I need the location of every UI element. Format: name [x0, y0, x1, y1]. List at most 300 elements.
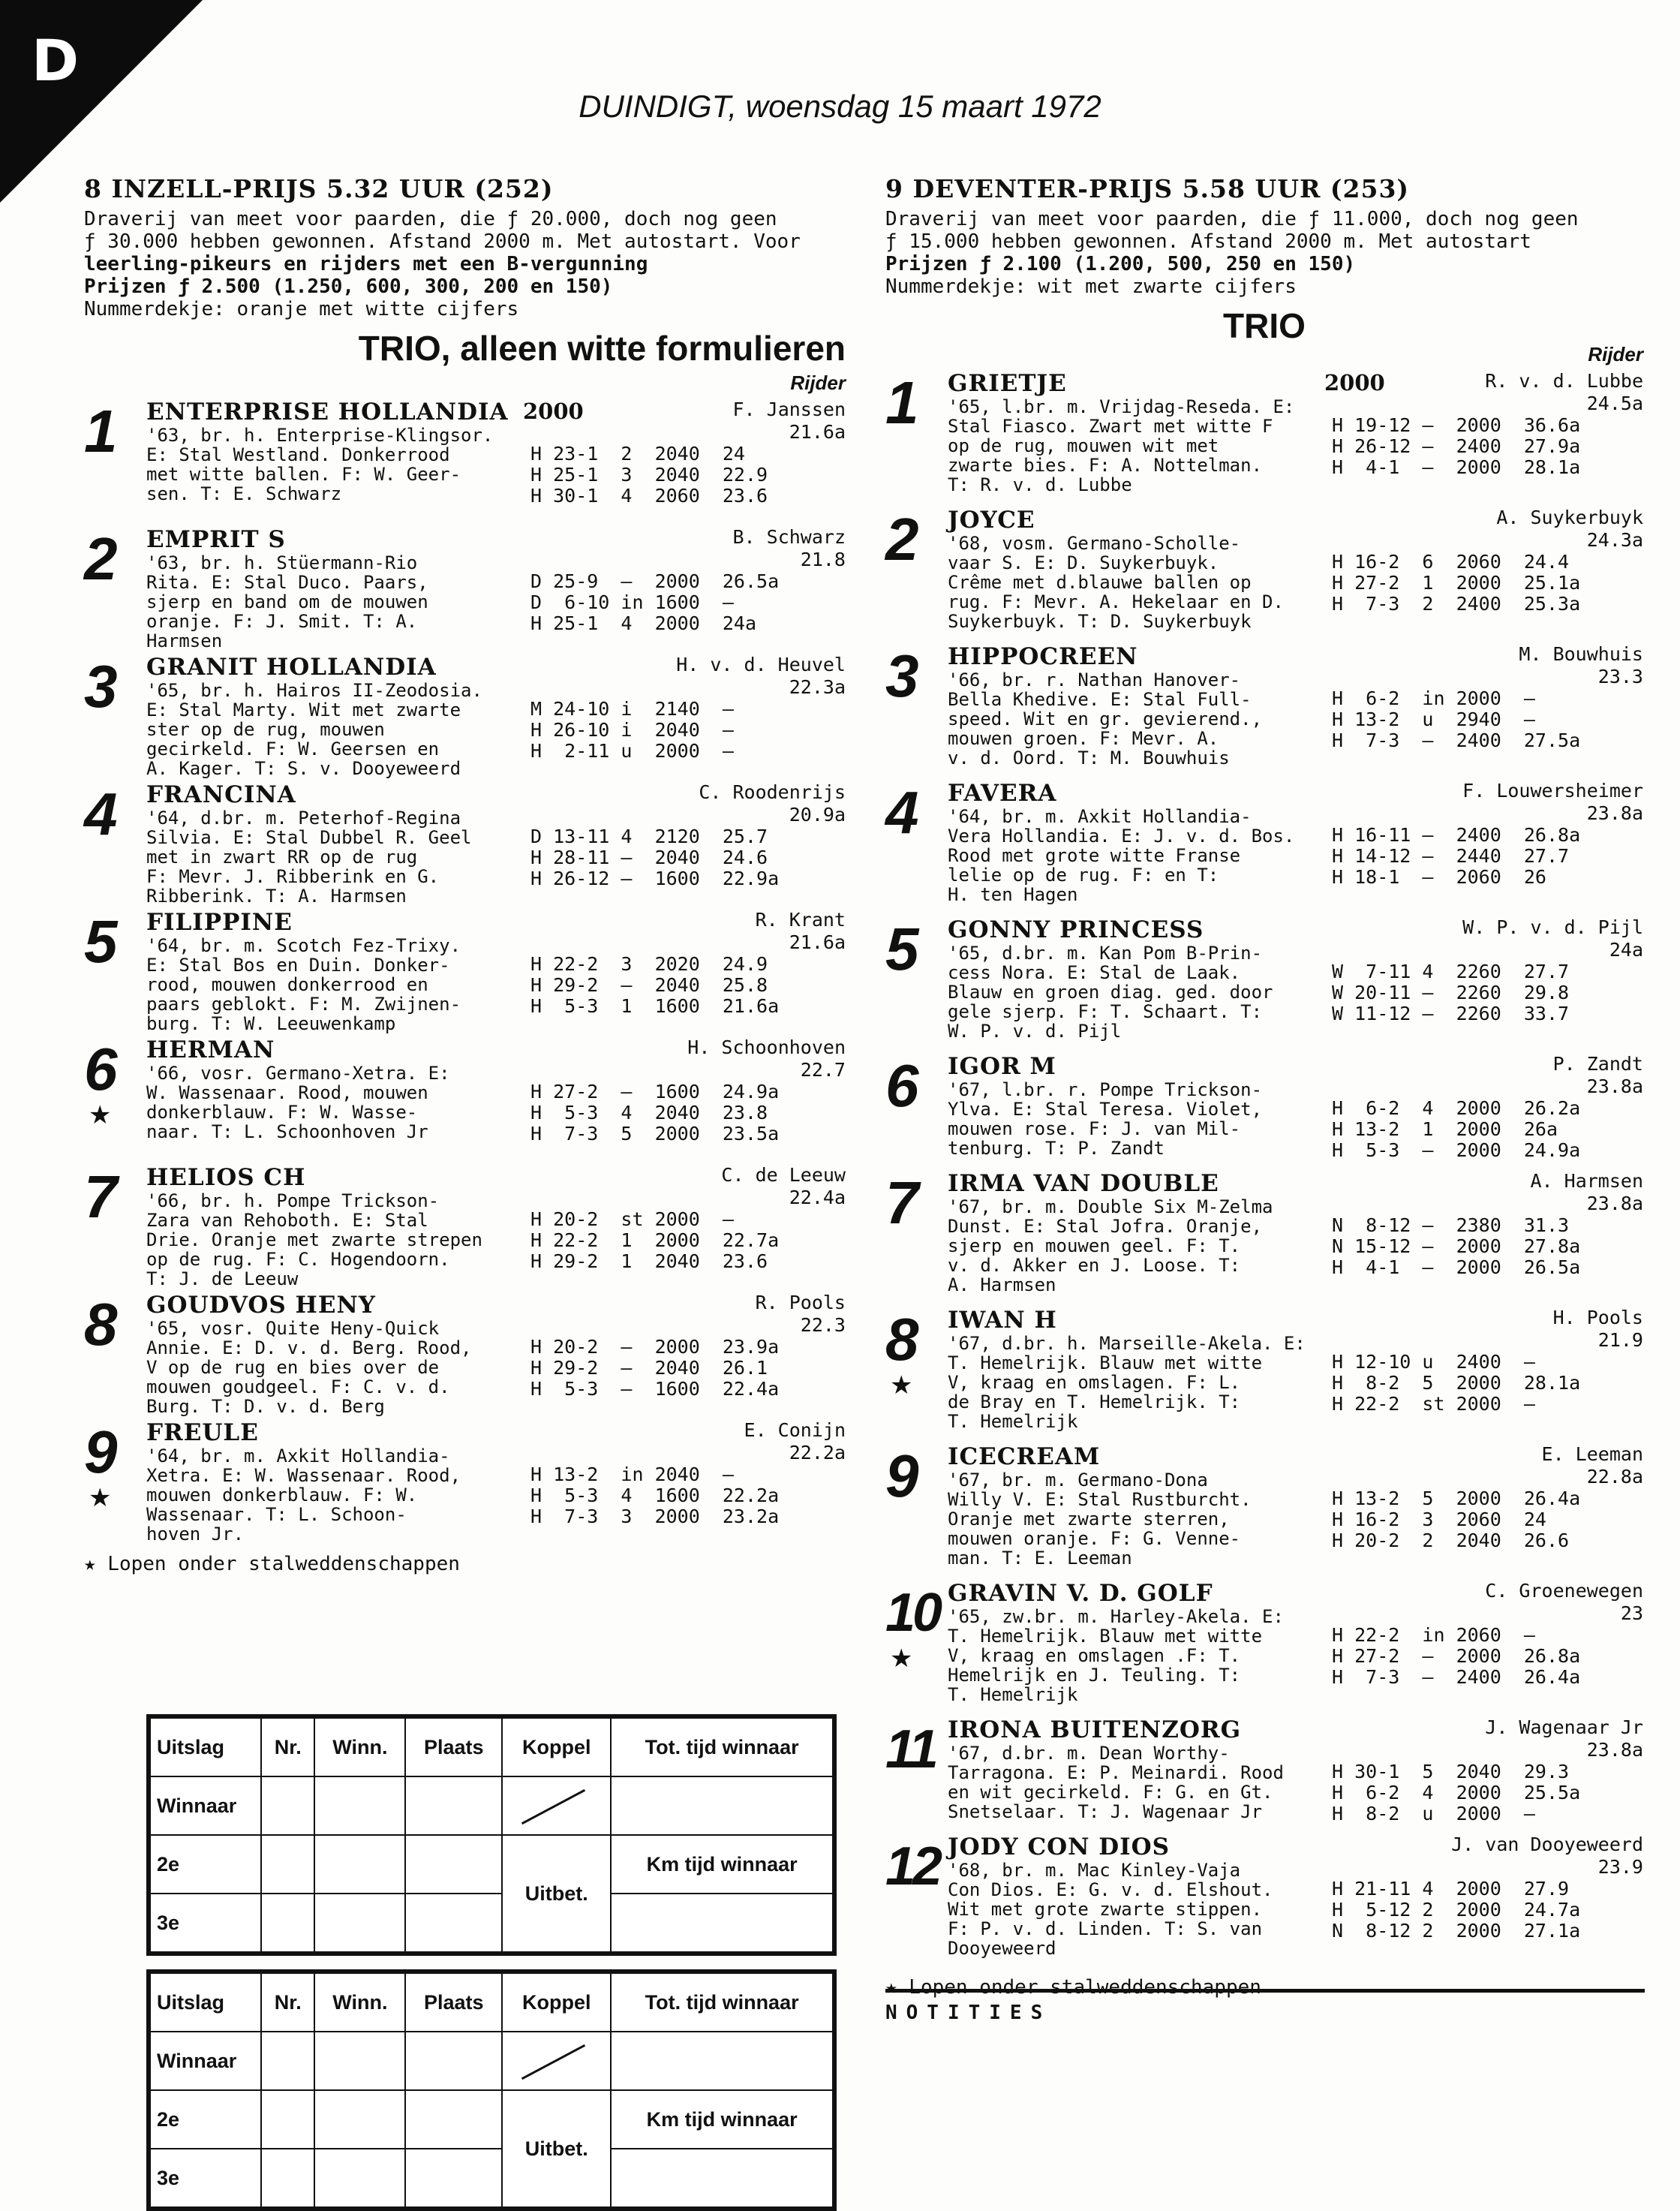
race-desc-line: Draverij van meet voor paarden, die ƒ 20.000, doch nog geen: [84, 208, 777, 230]
cell-input[interactable]: [405, 1835, 502, 1894]
horse-name: FREULE: [146, 1419, 259, 1446]
row-2e-label: 2e: [149, 2090, 261, 2149]
pedigree-line: gecirkeld. F: W. Geersen en: [146, 739, 440, 760]
pedigree: [948, 1607, 1345, 1704]
trio-result-table-1: [146, 1714, 837, 1956]
page-header: DUINDIGT, woensdag 15 maart 1972: [579, 89, 1101, 124]
pedigree-line: Wassenaar. T: L. Schoon-: [146, 1504, 407, 1525]
pedigree-line: Dunst. E: Stal Jofra. Oranje,: [948, 1216, 1263, 1237]
entry-head: [146, 781, 846, 808]
record-time: 24.5a: [1586, 393, 1643, 414]
pedigree-line: '67, br. m. Double Six M-Zelma: [948, 1196, 1273, 1217]
pedigree-line: F: Mevr. J. Ribberink en G.: [146, 866, 440, 887]
pedigree-line: naar. T: L. Schoonhoven Jr: [146, 1121, 428, 1142]
recent-runs: [1332, 688, 1580, 751]
cell-input[interactable]: [314, 1776, 405, 1835]
run-line: H 13-2 5 2000 26.4a: [1332, 1488, 1581, 1509]
cell-input[interactable]: [405, 2090, 502, 2149]
pedigree-line: ster op de rug, mouwen: [146, 719, 385, 740]
pedigree-line: Stal Fiasco. Zwart met witte F: [948, 416, 1273, 437]
record-time: 23: [1620, 1602, 1643, 1624]
entry-body: [948, 1833, 1643, 1958]
entry-details: [948, 802, 1643, 905]
run-line: H 2-11 u 2000 —: [530, 740, 734, 762]
horse-entry: [885, 1053, 1643, 1166]
entry-details: [146, 1442, 846, 1545]
uitbet-label: Uitbet.: [502, 2090, 611, 2209]
pedigree-line: Silvia. E: Stal Dubbel R. Geel: [146, 827, 472, 848]
run-line: H 30-1 5 2040 29.3: [1332, 1761, 1570, 1782]
cell-input[interactable]: [261, 2149, 314, 2209]
pedigree-line: speed. Wit en gr. gevierend.,: [948, 708, 1263, 729]
recent-runs: [530, 1209, 779, 1272]
record-time: 21.9: [1597, 1329, 1643, 1351]
pedigree-line: '63, br. h. Enterprise-Klingsor.: [146, 425, 494, 446]
pedigree: [146, 1446, 544, 1544]
run-line: H 26-12 — 1600 22.9a: [530, 868, 780, 889]
entry-head: [948, 643, 1643, 670]
pedigree-line: Crême met d.blauwe ballen op: [948, 572, 1252, 593]
cell-input[interactable]: [405, 2032, 502, 2090]
cell-input[interactable]: [314, 2149, 405, 2209]
pedigree-line: Wit met grote zwarte stippen.: [948, 1899, 1263, 1920]
horse-entry: [885, 507, 1643, 639]
run-line: H 18-1 — 2060 26: [1332, 866, 1546, 888]
entry-details: [948, 1075, 1643, 1161]
pedigree-line: man. T: E. Leeman: [948, 1548, 1132, 1569]
record-time: 22.8a: [1586, 1466, 1643, 1488]
entry-head: [146, 1292, 846, 1319]
driver-name: F. Louwersheimer: [1462, 780, 1643, 802]
header-plaats: Plaats: [405, 1716, 502, 1776]
horse-name: JODY CON DIOS: [948, 1833, 1171, 1861]
entry-head: [948, 370, 1643, 397]
entry-body: [146, 654, 846, 778]
pedigree-line: Burg. T: D. v. d. Berg: [146, 1396, 385, 1417]
pedigree-line: Oranje met zwarte sterren,: [948, 1509, 1230, 1530]
cell-input[interactable]: [611, 2032, 834, 2090]
pedigree-line: Zara van Rehoboth. E: Stal: [146, 1210, 428, 1231]
cell-input[interactable]: [611, 1894, 834, 1954]
recent-runs: [1332, 1879, 1580, 1942]
recent-runs: [530, 444, 768, 507]
cell-input[interactable]: [611, 2149, 834, 2209]
pedigree-line: Ylva. E: Stal Teresa. Violet,: [948, 1099, 1263, 1120]
pedigree-line: Snetselaar. T: J. Wagenaar Jr: [948, 1801, 1263, 1822]
entry-head: [948, 1443, 1643, 1470]
pedigree-line: '67, d.br. h. Marseille-Akela. E:: [948, 1333, 1306, 1354]
entry-details: [948, 1602, 1643, 1705]
pedigree-line: hoven Jr.: [146, 1524, 245, 1545]
race-title: 9 DEVENTER-PRIJS 5.58 UUR (253): [885, 174, 1410, 203]
pedigree-line: rug. F: Mevr. A. Hekelaar en D.: [948, 591, 1284, 612]
run-line: H 7-3 — 2400 26.4a: [1332, 1666, 1581, 1688]
entry-details: [146, 804, 846, 907]
rijder-label: Rijder: [790, 372, 846, 394]
star-icon: ★: [890, 1370, 913, 1400]
driver-name: F. Janssen: [732, 399, 846, 420]
pedigree-line: H. ten Hagen: [948, 884, 1078, 905]
horse-entry: [885, 1833, 1643, 1966]
pedigree-line: '67, d.br. m. Dean Worthy-: [948, 1743, 1230, 1764]
record-time: 23.8a: [1586, 1193, 1643, 1214]
race-desc-line: leerling-pikeurs en rijders met een B-vergunning: [84, 253, 648, 275]
pedigree-line: E: Stal Marty. Wit met zwarte: [146, 699, 461, 720]
entry-head: [146, 1164, 846, 1191]
entry-head: [948, 507, 1643, 534]
pedigree-line: v. d. Akker en J. Loose. T:: [948, 1255, 1241, 1276]
pedigree-line: T: R. v. d. Lubbe: [948, 474, 1132, 495]
race-description: [885, 208, 1643, 298]
run-line: H 8-2 u 2000 —: [1332, 1803, 1535, 1824]
driver-name: J. van Dooyeweerd: [1451, 1833, 1643, 1855]
run-line: H 16-2 6 2060 24.4: [1332, 551, 1570, 573]
record-time: 24a: [1609, 939, 1643, 961]
entry-body: [948, 780, 1643, 904]
entry-details: [948, 666, 1643, 769]
pedigree-line: Ribberink. T: A. Harmsen: [146, 886, 407, 907]
run-line: H 21-11 4 2000 27.9: [1332, 1878, 1570, 1900]
trio-heading: TRIO, alleen witte formulieren: [358, 329, 846, 368]
run-line: H 5-3 4 2040 23.8: [530, 1102, 768, 1124]
horse-entry: [84, 654, 846, 777]
rijder-label: Rijder: [1588, 343, 1643, 365]
entry-body: [146, 1164, 846, 1289]
pedigree-line: Drie. Oranje met zwarte strepen: [146, 1229, 482, 1250]
entry-details: [948, 1193, 1643, 1295]
race-9-column: [885, 174, 1643, 1999]
pedigree-line: '65, l.br. m. Vrijdag-Reseda. E:: [948, 396, 1295, 417]
entry-body: [948, 1170, 1643, 1295]
pedigree-line: sen. T: E. Schwarz: [146, 483, 342, 504]
pedigree-line: rood, mouwen donkerrood en: [146, 974, 428, 995]
pedigree-line: '68, vosm. Germano-Scholle-: [948, 533, 1241, 554]
pedigree-line: W. Wassenaar. Rood, mouwen: [146, 1082, 428, 1103]
entry-details: [948, 1466, 1643, 1569]
trio-heading: TRIO: [1223, 306, 1306, 345]
header-nr: Nr.: [261, 1972, 314, 2032]
pedigree-line: mouwen rose. F: J. van Mil-: [948, 1118, 1241, 1139]
run-line: H 20-2 2 2040 26.6: [1332, 1530, 1570, 1551]
entry-body: [948, 1580, 1643, 1704]
entry-body: [948, 507, 1643, 631]
pedigree-line: Rita. E: Stal Duco. Paars,: [146, 572, 428, 593]
recent-runs: [1332, 1098, 1580, 1161]
run-line: H 28-11 — 2040 24.6: [530, 847, 768, 868]
run-line: H 7-3 5 2000 23.5a: [530, 1123, 780, 1145]
run-line: H 5-3 1 1600 21.6a: [530, 995, 780, 1017]
recent-runs: [1332, 415, 1580, 478]
run-line: H 13-2 1 2000 26a: [1332, 1118, 1558, 1140]
pedigree-line: Willy V. E: Stal Rustburcht.: [948, 1489, 1252, 1510]
start-number: 7: [84, 1163, 118, 1230]
pedigree-line: paars geblokt. F: M. Zwijnen-: [146, 994, 461, 1015]
horse-name: EMPRIT S: [146, 526, 286, 553]
row-3e-label: 3e: [149, 1894, 261, 1954]
start-number: 6: [84, 1036, 118, 1102]
record-time: 23.8a: [1586, 1075, 1643, 1097]
entry-details: [948, 529, 1643, 632]
record-time: 22.7: [800, 1059, 846, 1081]
pedigree-line: A. Kager. T: S. v. Dooyeweerd: [146, 758, 461, 779]
driver-name: H. v. d. Heuvel: [676, 654, 846, 675]
record-time: 21.6a: [789, 931, 846, 953]
pedigree: [146, 1191, 544, 1289]
entry-details: [146, 1059, 846, 1145]
start-number: 3: [885, 642, 919, 709]
recent-runs: [1332, 1352, 1580, 1415]
recent-runs: [1332, 1625, 1580, 1688]
pedigree: [146, 1063, 544, 1142]
pedigree-line: '65, d.br. m. Kan Pom B-Prin-: [948, 943, 1263, 964]
race-desc-line: ƒ 15.000 hebben gewonnen. Afstand 2000 m. Met autostart: [885, 230, 1531, 253]
cell-input[interactable]: [261, 2090, 314, 2149]
horse-name: GRAVIN V. D. GOLF: [948, 1580, 1213, 1607]
run-line: H 7-3 — 2400 27.5a: [1332, 729, 1581, 751]
entry-body: [948, 1307, 1643, 1431]
pedigree-line: '68, br. m. Mac Kinley-Vaja: [948, 1860, 1241, 1881]
pedigree-line: op de rug. F: C. Hogendoorn.: [146, 1249, 450, 1270]
header-nr: Nr.: [261, 1716, 314, 1776]
horse-entry: [84, 399, 846, 522]
row-winnaar-label: Winnaar: [149, 1776, 261, 1835]
pedigree-line: '66, vosr. Germano-Xetra. E:: [146, 1063, 450, 1084]
pedigree-line: mouwen oranje. F: G. Venne-: [948, 1528, 1241, 1549]
pedigree-line: burg. T: W. Leeuwenkamp: [146, 1013, 396, 1034]
pedigree: [948, 1080, 1345, 1158]
entries-list: [885, 370, 1643, 1966]
horse-name: FILIPPINE: [146, 909, 293, 936]
pedigree-line: sjerp en mouwen geel. F: T.: [948, 1235, 1241, 1256]
pedigree-line: '67, l.br. r. Pompe Trickson-: [948, 1079, 1263, 1100]
pedigree-line: gele sjerp. F: T. Schaart. T:: [948, 1001, 1263, 1022]
horse-entry: [885, 643, 1643, 775]
race-desc-line: Nummerdekje: wit met zwarte cijfers: [885, 275, 1297, 298]
entry-head: [948, 1307, 1643, 1334]
recent-runs: [530, 826, 779, 889]
entry-body: [948, 643, 1643, 768]
cell-input[interactable]: [261, 1776, 314, 1835]
driver-name: W. P. v. d. Pijl: [1462, 916, 1643, 938]
entry-head: [948, 1716, 1643, 1743]
pedigree: [146, 426, 544, 504]
star-icon: ★: [890, 1644, 913, 1674]
footnote: ★ Lopen onder stalweddenschappen: [885, 1976, 1261, 1999]
pedigree-line: Suykerbuyk. T: D. Suykerbuyk: [948, 611, 1252, 632]
run-line: H 8-2 5 2000 28.1a: [1332, 1372, 1581, 1394]
horse-name: HERMAN: [146, 1036, 275, 1063]
race-description: [84, 208, 846, 320]
entry-details: [948, 393, 1643, 495]
pedigree-line: T. Hemelrijk: [948, 1684, 1078, 1705]
run-line: H 7-3 3 2000 23.2a: [530, 1506, 780, 1527]
driver-name: B. Schwarz: [732, 526, 846, 548]
entry-body: [146, 1036, 846, 1145]
cell-input[interactable]: [314, 1835, 405, 1894]
entry-head: [948, 1170, 1643, 1197]
pedigree-line: Dooyeweerd: [948, 1938, 1056, 1959]
horse-entry: [885, 780, 1643, 912]
cell-input[interactable]: [261, 1835, 314, 1894]
pedigree-line: met witte ballen. F: W. Geer-: [146, 464, 461, 485]
start-number: 8: [885, 1306, 919, 1373]
trio-result-table-2: [146, 1969, 837, 2211]
driver-name: C. Roodenrijs: [699, 781, 846, 803]
header-koppel: Koppel: [502, 1716, 611, 1776]
pedigree-line: '63, br. h. Stüermann-Rio: [146, 552, 418, 573]
run-line: N 8-12 2 2000 27.1a: [1332, 1920, 1581, 1942]
cell-input[interactable]: [314, 2090, 405, 2149]
pedigree-line: Bella Khedive. E: Stal Full-: [948, 689, 1252, 710]
pedigree-line: tenburg. T: P. Zandt: [948, 1138, 1165, 1159]
entry-head: [948, 1833, 1643, 1861]
horse-name: FRANCINA: [146, 781, 296, 808]
distance: 2000: [1324, 370, 1385, 396]
header-winn: Winn.: [314, 1972, 405, 2032]
section-letter: D: [32, 27, 80, 94]
run-line: W 11-12 — 2260 33.7: [1332, 1003, 1570, 1024]
cell-input[interactable]: [405, 1776, 502, 1835]
pedigree-line: Vera Hollandia. E: J. v. d. Bos.: [948, 826, 1295, 847]
cell-input[interactable]: [405, 2149, 502, 2209]
record-time: 22.4a: [789, 1187, 846, 1208]
run-line: H 29-2 1 2040 23.6: [530, 1250, 768, 1272]
driver-name: H. Pools: [1552, 1307, 1643, 1328]
recent-runs: [530, 954, 779, 1017]
horse-entry: [885, 1307, 1643, 1439]
pedigree-line: '64, br. m. Axkit Hollandia-: [948, 806, 1252, 827]
horse-entry: [885, 916, 1643, 1048]
horse-name: HELIOS CH: [146, 1164, 306, 1191]
pedigree-line: '65, zw.br. m. Harley-Akela. E:: [948, 1606, 1284, 1627]
pedigree: [146, 936, 544, 1033]
pedigree-line: V, kraag en omslagen .F: T.: [948, 1645, 1241, 1666]
cell-input[interactable]: [261, 2032, 314, 2090]
pedigree-line: '64, d.br. m. Peterhof-Regina: [146, 808, 461, 829]
start-number: 5: [885, 916, 919, 982]
run-line: H 6-2 4 2000 25.5a: [1332, 1782, 1581, 1803]
run-line: H 13-2 in 2040 —: [530, 1463, 734, 1485]
recent-runs: [530, 1337, 779, 1400]
run-line: H 20-2 — 2000 23.9a: [530, 1336, 780, 1358]
run-line: M 24-10 i 2140 —: [530, 698, 734, 720]
run-line: H 22-2 3 2020 24.9: [530, 953, 768, 975]
horse-name: ICECREAM: [948, 1443, 1101, 1470]
entry-details: [146, 931, 846, 1034]
row-3e-label: 3e: [149, 2149, 261, 2209]
header-winn: Winn.: [314, 1716, 405, 1776]
run-line: H 27-2 — 2000 26.8a: [1332, 1645, 1581, 1667]
pedigree-line: V, kraag en omslagen. F: L.: [948, 1372, 1241, 1393]
pedigree-line: F: P. v. d. Linden. T: S. van: [948, 1918, 1263, 1939]
pedigree-line: oranje. F: J. Smit. T: A.: [146, 611, 418, 632]
pedigree-line: Hemelrijk en J. Teuling. T:: [948, 1665, 1241, 1686]
entry-body: [146, 781, 846, 906]
header-uitslag: Uitslag: [149, 1972, 261, 2032]
pedigree-line: T. Hemelrijk. Blauw met witte: [948, 1352, 1263, 1373]
cell-input[interactable]: [405, 1894, 502, 1954]
run-line: H 29-2 — 2040 25.8: [530, 974, 768, 996]
header-plaats: Plaats: [405, 1972, 502, 2032]
recent-runs: [530, 571, 779, 634]
horse-entry: [84, 909, 846, 1032]
horse-entry: [84, 1292, 846, 1415]
recent-runs: [530, 1464, 779, 1527]
pedigree: [948, 1743, 1345, 1821]
entry-body: [948, 1716, 1643, 1824]
run-line: N 15-12 — 2000 27.8a: [1332, 1235, 1581, 1257]
horse-name: HIPPOCREEN: [948, 643, 1138, 670]
record-time: 23.8a: [1586, 802, 1643, 824]
race-desc-line: ƒ 30.000 hebben gewonnen. Afstand 2000 m. Met autostart. Voor: [84, 230, 801, 253]
entry-head: [948, 780, 1643, 807]
run-line: D 25-9 — 2000 26.5a: [530, 570, 780, 592]
run-line: H 6-2 in 2000 —: [1332, 687, 1535, 709]
pedigree-line: W. P. v. d. Pijl: [948, 1021, 1122, 1042]
horse-entry: [84, 1164, 846, 1287]
run-line: H 7-3 2 2400 25.3a: [1332, 593, 1581, 615]
pedigree: [948, 943, 1345, 1041]
pedigree-line: mouwen goudgeel. F: C. v. d.: [146, 1376, 450, 1397]
pedigree-line: donkerblauw. F: W. Wasse-: [146, 1102, 418, 1123]
pedigree: [948, 807, 1345, 904]
run-line: H 5-12 2 2000 24.7a: [1332, 1899, 1581, 1921]
pedigree-line: '66, br. r. Nathan Hanover-: [948, 669, 1241, 690]
notities-heading: NOTITIES: [885, 1989, 1645, 2024]
run-line: H 23-1 2 2040 24: [530, 443, 745, 465]
pedigree: [146, 808, 544, 906]
pedigree: [146, 1319, 544, 1416]
cell-input[interactable]: [314, 2032, 405, 2090]
header-uitslag: Uitslag: [149, 1716, 261, 1776]
pedigree-line: Annie. E: D. v. d. Berg. Rood,: [146, 1337, 472, 1358]
cell-input[interactable]: [314, 1894, 405, 1954]
start-number: 7: [885, 1169, 919, 1236]
driver-name: R. Krant: [755, 909, 846, 931]
star-icon: ★: [89, 1100, 112, 1130]
start-number: 1: [84, 398, 118, 465]
pedigree: [948, 670, 1345, 768]
entry-details: [146, 676, 846, 779]
recent-runs: [1332, 552, 1580, 615]
run-line: H 20-2 st 2000 —: [530, 1208, 734, 1230]
driver-name: C. Groenewegen: [1485, 1580, 1643, 1602]
race-title: 8 INZELL-PRIJS 5.32 UUR (252): [84, 174, 554, 203]
horse-name: IGOR M: [948, 1053, 1056, 1080]
run-line: H 25-1 3 2040 22.9: [530, 464, 768, 486]
recent-runs: [1332, 961, 1569, 1024]
race-desc-line: Prijzen ƒ 2.500 (1.250, 600, 300, 200 en 150): [84, 275, 613, 298]
start-number: 1: [885, 369, 919, 436]
horse-entry: [84, 781, 846, 907]
pedigree-line: mouwen donkerblauw. F: W.: [146, 1485, 418, 1506]
run-line: W 7-11 4 2260 27.7: [1332, 961, 1570, 982]
run-line: H 22-2 1 2000 22.7a: [530, 1229, 780, 1251]
entry-details: [146, 1314, 846, 1417]
driver-name: E. Leeman: [1541, 1443, 1643, 1465]
run-line: H 5-3 4 1600 22.2a: [530, 1485, 780, 1506]
cell-input[interactable]: [261, 1894, 314, 1954]
entries-list: [84, 398, 846, 1545]
pedigree-line: met in zwart RR op de rug: [146, 847, 418, 868]
pedigree-line: '65, br. h. Hairos II-Zeodosia.: [146, 680, 482, 701]
race-desc-line: Draverij van meet voor paarden, die ƒ 11.000, doch nog geen: [885, 208, 1579, 230]
run-line: H 22-2 st 2000 —: [1332, 1393, 1535, 1415]
cell-input[interactable]: [611, 1776, 834, 1835]
run-line: H 12-10 u 2400 —: [1332, 1351, 1535, 1373]
record-time: 20.9a: [789, 804, 846, 826]
driver-name: R. v. d. Lubbe: [1485, 370, 1643, 392]
